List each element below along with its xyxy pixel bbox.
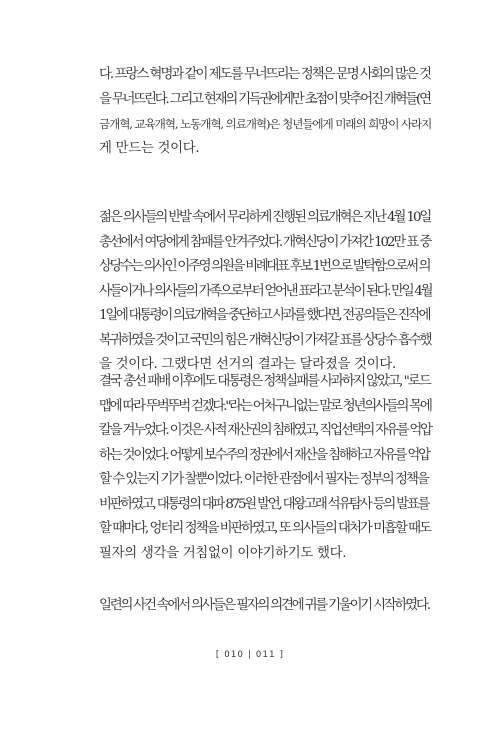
text-line: 1일에 대통령이 의료개혁을 중단하고 사과를 했다면, 전공의들은 진작에 bbox=[99, 308, 430, 323]
text-line: 금개혁, 교육개혁, 노동개혁, 의료개혁)은 청년들에게 미래의 희망이 사라지 bbox=[99, 117, 432, 131]
text-line: 총선에서 여당에게 참패를 안겨주었다. 개혁신당이 가져간 102만 표 중 bbox=[99, 234, 431, 250]
page-number: [ 010 | 011 ] bbox=[215, 650, 285, 660]
text-line: 젊은 의사들의 반발 속에서 무리하게 진행된 의료개혁은 지난 4월 10일 bbox=[99, 210, 431, 225]
text-line: 할 때마다, 엉터리 정책을 비판하였고, 또 의사들의 대처가 미흡할 때도 bbox=[99, 521, 431, 536]
text-line: 할 수 있는지 기가 찰뿐이었다. 이러한 관점에서 필자는 정부의 정책을 bbox=[99, 472, 428, 487]
text-line: 상당수는 의사인 이주영 의원을 비례대표 후보 1번으로 발탁함으로써 의 bbox=[99, 259, 430, 274]
paragraph bbox=[99, 370, 431, 566]
paragraph bbox=[99, 63, 431, 161]
text-line: 비판하였고, 대통령의 대파 875원 발언, 대왕고래 석유탐사 등의 발표를 bbox=[99, 496, 429, 512]
text-line: 게 만드는 것이다. bbox=[99, 140, 200, 156]
text-line: 하는 것이었다. 어떻게 보수주의 정권에서 재산을 침해하고 자유를 억압 bbox=[99, 447, 429, 463]
paragraph bbox=[99, 594, 431, 619]
text-line: 사들이거나 의사들의 가족으로부터 얻어낸 표라고 분석이 된다. 만일 4월 bbox=[99, 283, 432, 299]
text-line: 을 무너뜨린다. 그리고 현재의 기득권에게만 초점이 맞추어진 개혁들(연 bbox=[99, 91, 430, 107]
text-line: 맵에 따라 뚜벅뚜벅 걷겠다."라는 어처구니없는 말로 청년의사들의 목에 bbox=[99, 398, 431, 414]
paragraph bbox=[99, 206, 431, 378]
text-line: 일련의 사건 속에서 의사들은 필자의 의견에 귀를 기울이기 시작하였다. bbox=[99, 598, 429, 613]
text-line: 을 것이다. 그랬다면 선거의 결과는 달라졌을 것이다. bbox=[99, 357, 396, 372]
text-line: 결국 총선 패배 이후에도 대통령은 정책실패를 사과하지 않았고, "로드 bbox=[99, 374, 430, 389]
text-line: 복귀하였을 것이고 국민의 힘은 개혁신당이 가져갈 표를 상당수 흡수했 bbox=[99, 332, 431, 348]
text-line: 다. 프랑스 혁명과 같이 제도를 무너뜨리는 정책은 문명 사회의 많은 것 bbox=[99, 67, 431, 82]
text-line: 필자의 생각을 거침없이 이야기하기도 했다. bbox=[99, 545, 347, 561]
text-line: 칼을 겨누었다. 이것은 사적 재산권의 침해였고, 직업선택의 자유를 억압 bbox=[99, 423, 431, 438]
